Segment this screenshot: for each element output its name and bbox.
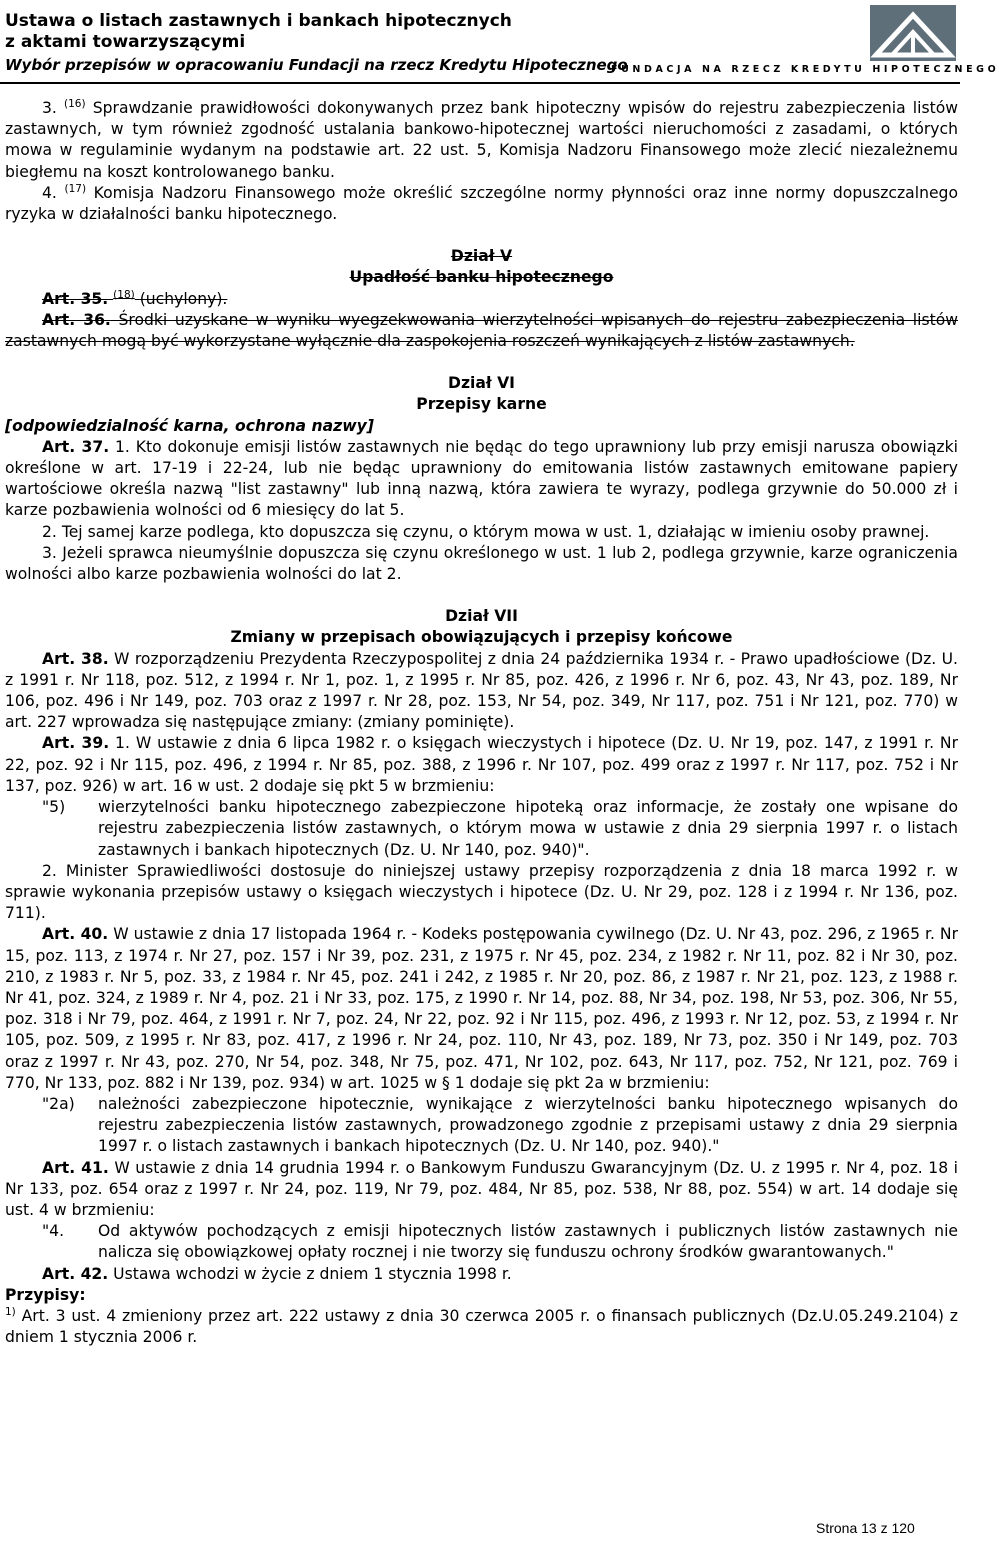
section-7-title: Dział VII xyxy=(445,607,518,626)
quote-text: wierzytelności banku hipotecznego zabezpieczone hipoteką oraz informacje, że zostały one wpisane do rejestru zabezpieczenia listów zastawnych, o którym mowa w ustawie z dnia 29 sierpnia 1997 r. o listach zastawnych i bankach hipotecznych (Dz. U. Nr 140, poz. 940)". xyxy=(98,798,958,859)
foundation-house-logo-icon xyxy=(870,5,956,61)
section-5-title: Dział V xyxy=(450,247,513,266)
article-text: W rozporządzeniu Prezydenta Rzeczypospolitej z dnia 24 października 1934 r. - Prawo upadłościowe (Dz. U. z 1991 r. Nr 118, poz. 512, z 1994 r. Nr 1, poz. 1, z 1995 r. Nr 85, poz. 426, z 1996 r. Nr 6, poz. 43, Nr 43, poz. 189, Nr 106, poz. 496 i Nr 149, poz. 703 oraz z 1997 r. Nr 28, poz. 153, Nr 54, poz. 349, Nr 117, poz. 751 i Nr 121, poz. 770) w art. 227 wprowadza się następujące zmiany: (zmiany pominięte). xyxy=(5,649,958,732)
article-label: Art. 39. xyxy=(42,734,110,753)
header-title-line1: Ustawa o listach zastawnych i bankach hipotecznych xyxy=(5,11,512,31)
header-title-line2: z aktami towarzyszącymi xyxy=(5,32,246,52)
article-38 xyxy=(5,649,958,734)
article-text: Środki uzyskane w wyniku wyegzekwowania wierzytelności wpisanych do rejestru zabezpieczenia listów zastawnych mogą być wykorzystane wyłącznie dla zaspokojenia roszczeń wynikających z listów zastawnych. xyxy=(5,310,958,351)
article-label: Art. 35. xyxy=(42,289,109,308)
document-body xyxy=(5,98,958,1348)
footnote-text: Art. 3 ust. 4 zmieniony przez art. 222 ustawy z dnia 30 czerwca 2005 r. o finansach publicznych (Dz.U.05.249.2104) z dniem 1 stycznia 2006 r. xyxy=(5,1306,958,1347)
footnote-ref: (18) xyxy=(113,288,135,301)
quote-mark: "2a) xyxy=(42,1094,75,1113)
article-label: Art. 38. xyxy=(42,649,109,668)
article-41-quote xyxy=(5,1221,958,1263)
article-label: Art. 42. xyxy=(42,1264,109,1283)
article-36 xyxy=(5,310,958,352)
article-39-quote xyxy=(5,797,958,861)
article-text: W ustawie z dnia 17 listopada 1964 r. - Kodeks postępowania cywilnego (Dz. U. Nr 43, poz. 296, z 1965 r. Nr 15, poz. 113, z 1974 r. Nr 27, poz. 157 i Nr 39, poz. 231, z 1975 r. Nr 45, poz. 234, z 1982 r. Nr 11, poz. 82 i Nr 30, poz. 210, z 1983 r. Nr 5, poz. 33, z 1984 r. Nr 45, poz. 241 i 242, z 1985 r. Nr 20, poz. 86, z 1987 r. Nr 21, poz. 123, z 1988 r. Nr 41, poz. 324, z 1989 r. Nr 4, poz. 21 i Nr 33, poz. 175, z 1990 r. Nr 14, poz. 88, Nr 34, poz. 198, Nr 53, poz. 306, Nr 55, poz. 318 i Nr 79, poz. 464, z 1991 r. Nr 7, poz. 24, Nr 22, poz. 92 i Nr 115, poz. 496, z 1993 r. Nr 12, poz. 53, z 1994 r. Nr 105, poz. 509, z 1995 r. Nr 83, poz. 417, z 1996 r. Nr 24, poz. 110, Nr 43, poz. 189, Nr 73, poz. 350 i Nr 149, poz. 703 oraz z 1997 r. Nr 43, poz. 270, Nr 54, poz. 348, Nr 75, poz. 471, Nr 102, poz. 643, Nr 117, poz. 752, Nr 121, poz. 769 i 770, Nr 133, poz. 882 i Nr 139, poz. 934) w art. 1025 w § 1 dodaje się pkt 2a w brzmieniu: xyxy=(5,925,958,1092)
article-40 xyxy=(5,924,958,1094)
page-number: Strona 13 z 120 xyxy=(816,1520,915,1536)
footnote-item xyxy=(5,1306,958,1348)
article-label: Art. 36. xyxy=(42,310,111,329)
paragraph-number: 4. xyxy=(42,183,57,202)
quote-text: należności zabezpieczone hipotecznie, wynikające z wierzytelności banku hipotecznego wpisanych do rejestru zabezpieczenia listów zastawnych, prowadzonego zgodnie z przepisami ustawy z dnia 29 sierpnia 1997 r. o listach zastawnych i bankach hipotecznych (Dz. U. Nr 140, poz. 940)." xyxy=(98,1094,958,1156)
section-7-subtitle: Zmiany w przepisach obowiązujących i przepisy końcowe xyxy=(230,628,733,647)
article-label: Art. 41. xyxy=(42,1158,109,1177)
article-39 xyxy=(5,733,958,797)
article-label: Art. 40. xyxy=(42,925,109,944)
article-42 xyxy=(5,1264,958,1285)
article-37-p2: 2. Tej samej karze podlega, kto dopuszcza się czynu, o którym mowa w ust. 1, działając w imieniu osoby prawnej. xyxy=(42,522,930,541)
article-text: 1. Kto dokonuje emisji listów zastawnych nie będąc do tego uprawniony lub przy emisji narusza obowiązki określone w art. 17-19 i 22-24, lub nie będąc uprawniony do emitowania listów zastawnych emitowane papiery wartościowe określa nazwą "list zastawny" lub inną nazwą, która zawiera te wyrazy, podlega grzywnie do 50.000 zł i karze pozbawienia wolności od 6 miesięcy do lat 5. xyxy=(5,437,958,520)
footnote-ref: (16) xyxy=(64,98,86,110)
quote-mark: "4. xyxy=(42,1222,65,1241)
article-37 xyxy=(5,437,958,522)
header-subtitle: Wybór przepisów w opracowaniu Fundacji na rzecz Kredytu Hipotecznego xyxy=(5,56,628,74)
foundation-name: FUNDACJA NA RZECZ KREDYTU HIPOTECZNEGO xyxy=(611,64,999,75)
article-41 xyxy=(5,1158,958,1222)
article-text: W ustawie z dnia 14 grudnia 1994 r. o Bankowym Funduszu Gwarancyjnym (Dz. U. z 1995 r. Nr 4, poz. 18 i Nr 133, poz. 654 oraz z 1997 r. Nr 24, poz. 119, Nr 79, poz. 484, Nr 85, poz. 538, Nr 88, poz. 554) w art. 14 dodaje się ust. 4 w brzmieniu: xyxy=(5,1158,958,1219)
article-39-p2: 2. Minister Sprawiedliwości dostosuje do niniejszej ustawy przepisy rozporządzenia z dnia 18 marca 1992 r. w sprawie wykonania przepisów ustawy o księgach wieczystych i hipotece (Dz. U. Nr 29, poz. 128 i z 1994 r. Nr 136, poz. 711). xyxy=(5,861,958,923)
section-5-subtitle: Upadłość banku hipotecznego xyxy=(349,268,614,287)
page-header xyxy=(0,0,999,84)
article-text: 1. W ustawie z dnia 6 lipca 1982 r. o księgach wieczystych i hipotece (Dz. U. Nr 19, poz. 147, z 1991 r. Nr 22, poz. 92 i Nr 115, poz. 496, z 1994 r. Nr 85, poz. 388, z 1996 r. Nr 107, poz. 499 oraz z 1997 r. Nr 117, poz. 752 i Nr 137, poz. 926) w art. 16 w ust. 2 dodaje się pkt 5 w brzmieniu: xyxy=(5,734,958,795)
quote-text: Od aktywów pochodzących z emisji hipotecznych listów zastawnych i publicznych listów zastawnych nie nalicza się obowiązkowej opłaty rocznej i nie tworzy się funduszu ochrony środków gwarantowanych." xyxy=(98,1222,958,1262)
paragraph-number: 3. xyxy=(42,99,57,117)
article-label: Art. 37. xyxy=(42,437,110,456)
footnote-number: 1) xyxy=(5,1305,16,1318)
quote-mark: "5) xyxy=(42,798,66,817)
article-40-quote xyxy=(5,1094,958,1158)
section-6-note: [odpowiedzialność karna, ochrona nazwy] xyxy=(5,416,374,435)
paragraph-3 xyxy=(5,98,958,183)
section-6-title: Dział VI xyxy=(448,374,515,393)
article-text: Ustawa wchodzi w życie z dniem 1 stycznia 1998 r. xyxy=(113,1264,512,1283)
section-6-subtitle: Przepisy karne xyxy=(416,395,547,414)
article-37-p3: 3. Jeżeli sprawca nieumyślnie dopuszcza się czynu określonego w ust. 1 lub 2, podlega grzywnie, karze ograniczenia wolności albo karze pozbawienia wolności do lat 2. xyxy=(5,543,958,584)
paragraph-text: Komisja Nadzoru Finansowego może określić szczególne normy płynności oraz inne normy dopuszczalnego ryzyka w działalności banku hipotecznego. xyxy=(5,183,958,224)
paragraph-text: Sprawdzanie prawidłowości dokonywanych przez bank hipoteczny wpisów do rejestru zabezpieczenia listów zastawnych, w tym również zgodność ustalania bankowo-hipotecznej wartości nieruchomości z zasadami, o których mowa w regulaminie wydanym na podstawie art. 22 ust. 5, Komisja Nadzoru Finansowego może zlecić niezależnemu biegłemu na koszt kontrolowanego banku. xyxy=(5,99,958,181)
footnotes-heading: Przypisy: xyxy=(5,1285,86,1304)
footnote-ref: (17) xyxy=(64,182,87,195)
article-35 xyxy=(5,289,958,310)
article-text: (uchylony). xyxy=(139,289,228,308)
paragraph-4 xyxy=(5,183,958,225)
